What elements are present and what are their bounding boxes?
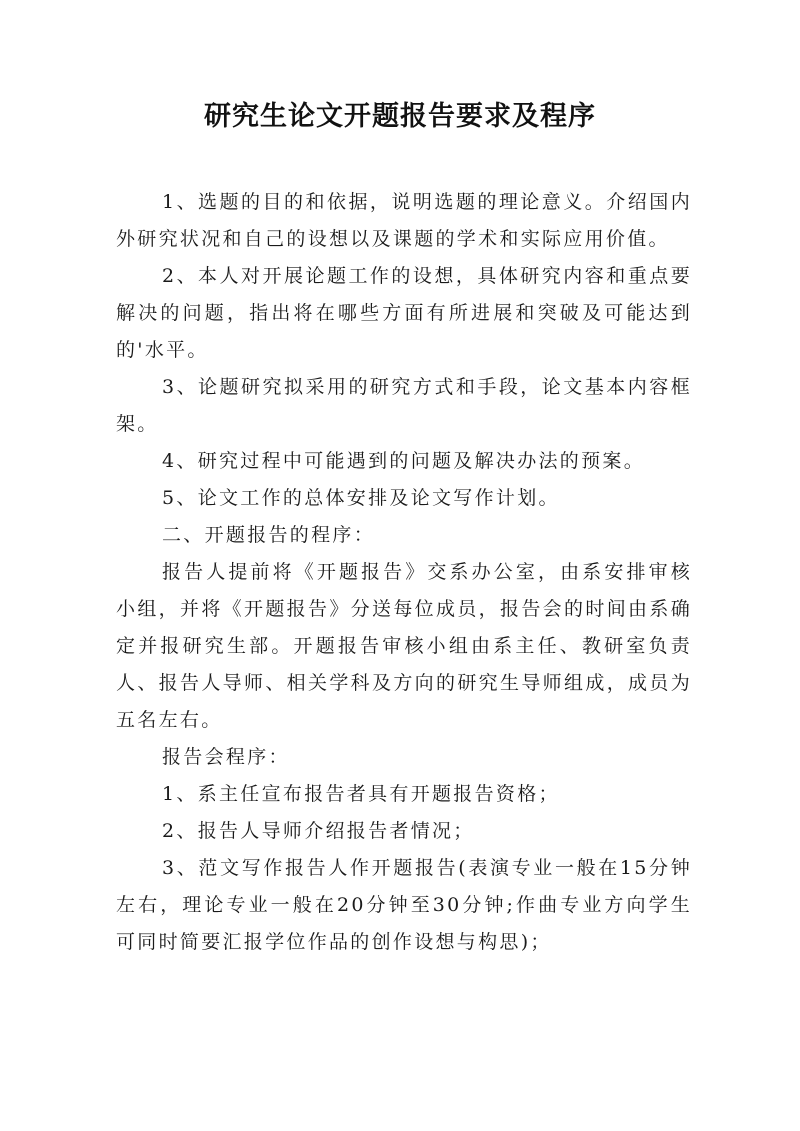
paragraph-3: 3、论题研究拟采用的研究方式和手段，论文基本内容框架。: [116, 376, 692, 435]
procedure-step-1: 1、系主任宣布报告者具有开题报告资格；: [162, 783, 560, 805]
paragraph-procedure: 报告人提前将《开题报告》交系办公室，由系安排审核小组，并将《开题报告》分送每位成员，报告会的时间由系确定并报研究生部。开题报告审核小组由系主任、教研室负责人、报告人导师、相关学科及方向的研究生导师组成，成员为五名左右。: [116, 561, 692, 731]
paragraph-2: 2、本人对开展论题工作的设想，具体研究内容和重点要解决的问题，指出将在哪些方面有所进展和突破及可能达到的'水平。: [116, 265, 692, 361]
subheading-meeting-procedure: 报告会程序：: [162, 746, 290, 768]
paragraph-1: 1、选题的目的和依据，说明选题的理论意义。介绍国内外研究状况和自己的设想以及课题的学术和实际应用价值。: [116, 191, 692, 250]
procedure-step-3: 3、范文写作报告人作开题报告(表演专业一般在15分钟左右，理论专业一般在20分钟至30分钟;作曲专业方向学生可同时简要汇报学位作品的创作设想与构思)；: [116, 857, 692, 953]
document-body: [116, 184, 692, 961]
paragraph-4: 4、研究过程中可能遇到的问题及解决办法的预案。: [162, 450, 645, 472]
document-title: 研究生论文开题报告要求及程序: [204, 101, 596, 132]
paragraph-5: 5、论文工作的总体安排及论文写作计划。: [162, 487, 560, 509]
section-heading-procedure: 二、开题报告的程序：: [162, 524, 376, 546]
procedure-step-2: 2、报告人导师介绍报告者情况；: [162, 820, 475, 842]
